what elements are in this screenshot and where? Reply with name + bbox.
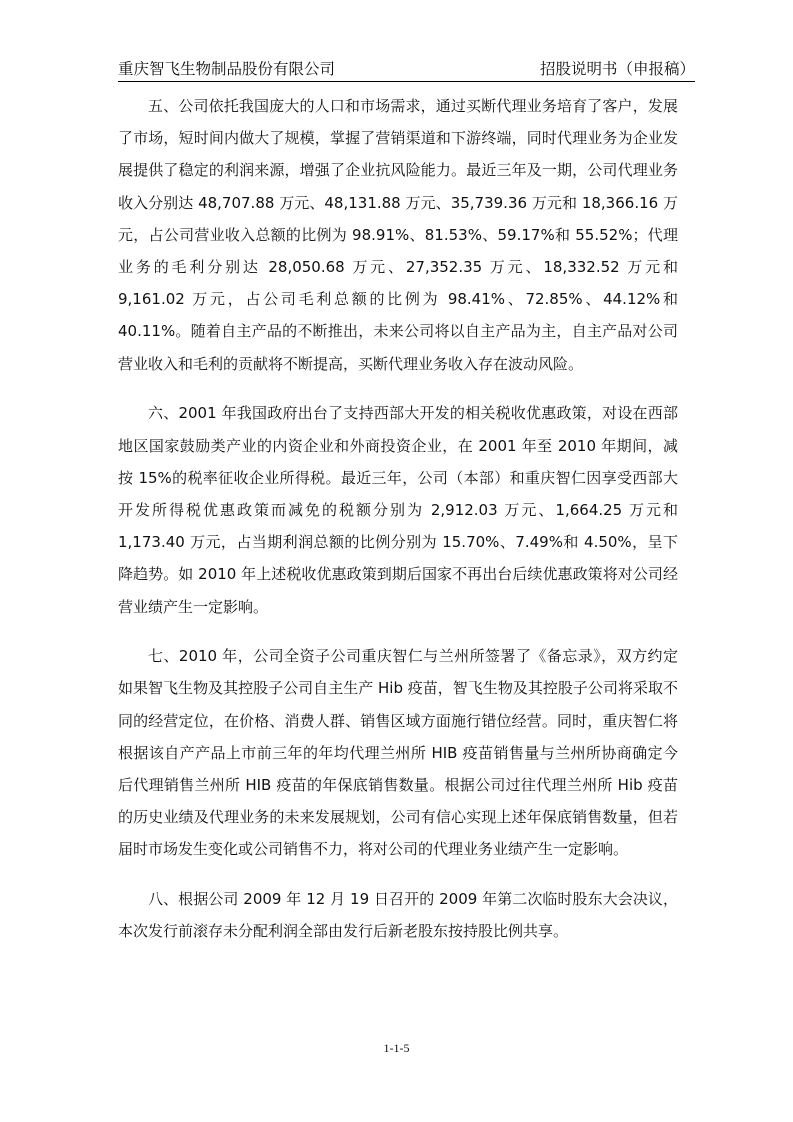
header-document-title: 招股说明书（申报稿） <box>539 60 695 78</box>
document-body <box>118 90 678 965</box>
paragraph-risk-8: 八、根据公司 2009 年 12 月 19 日召开的 2009 年第二次临时股东大会决议，本次发行前滚存未分配利润全部由发行后新老股东按持股比例共享。 <box>118 890 678 941</box>
paragraph-risk-6: 六、2001 年我国政府出台了支持西部大开发的相关税收优惠政策，对设在西部地区国家鼓励类产业的内资企业和外商投资企业，在 2001 年至 2010 年期间，减按 15%的税率征收企业所得税。最近三年，公司（本部）和重庆智仁因享受西部大开发所得税优惠政策而减免的税额分别为 2,912.03 万元、1,664.25 万元和 1,173.40 万元，占当期利润总额的比例分别为 15.70%、7.49%和 4.50%，呈下降趋势。如 2010 年上述税收优惠政策到期后国家不再出台后续优惠政策将对公司经营业绩产生一定影响。 <box>118 404 678 616</box>
paragraph-risk-7: 七、2010 年，公司全资子公司重庆智仁与兰州所签署了《备忘录》，双方约定如果智飞生物及其控股子公司自主生产 Hib 疫苗，智飞生物及其控股子公司将采取不同的经营定位，在价格、消费人群、销售区域方面施行错位经营。同时，重庆智仁将根据该自产产品上市前三年的年均代理兰州所 HIB 疫苗销售量与兰州所协商确定今后代理销售兰州所 HIB 疫苗的年保底销售数量。根据公司过往代理兰州所 Hib 疫苗的历史业绩及代理业务的未来发展规划，公司有信心实现上述年保底销售数量，但若届时市场发生变化或公司销售不力，将对公司的代理业务业绩产生一定影响。 <box>118 647 678 859</box>
page-header <box>118 58 695 82</box>
header-divider <box>118 81 695 82</box>
header-company-name: 重庆智飞生物制品股份有限公司 <box>118 60 336 78</box>
page-number: 1-1-5 <box>383 1041 410 1055</box>
paragraph-risk-5: 五、公司依托我国庞大的人口和市场需求，通过买断代理业务培育了客户，发展了市场，短时间内做大了规模，掌握了营销渠道和下游终端，同时代理业务为企业发展提供了稳定的利润来源，增强了企业抗风险能力。最近三年及一期，公司代理业务收入分别达 48,707.88 万元、48,131.88 万元、35,739.36 万元和 18,366.16 万元，占公司营业收入总额的比例为 98.91%、81.53%、59.17%和 55.52%；代理业务的毛利分别达 28,050.68 万元、27,352.35 万元、18,332.52 万元和 9,161.02 万元，占公司毛利总额的比例为 98.41%、72.85%、44.12%和 40.11%。随着自主产品的不断推出，未来公司将以自主产品为主，自主产品对公司营业收入和毛利的贡献将不断提高，买断代理业务收入存在波动风险。 <box>118 97 678 373</box>
